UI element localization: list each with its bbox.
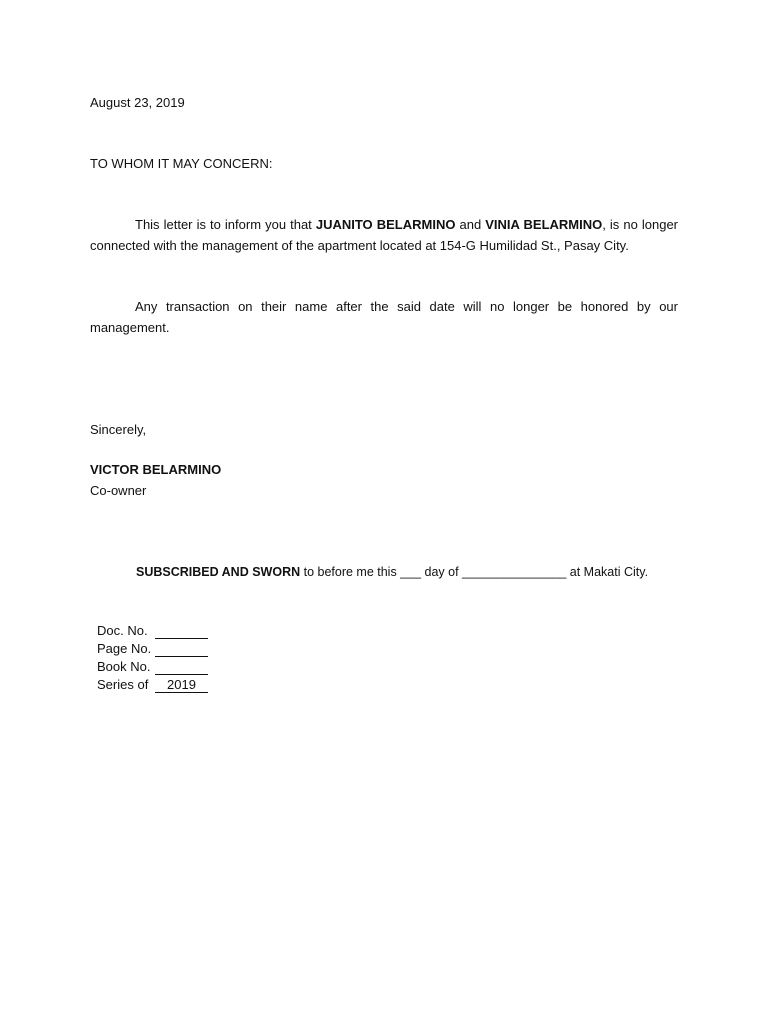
letter-date: August 23, 2019 xyxy=(90,95,185,110)
record-row-series xyxy=(97,675,208,693)
person-name-juanito: JUANITO BELARMINO xyxy=(315,217,456,232)
record-label: Book No. xyxy=(97,659,151,674)
notarial-records xyxy=(97,621,208,693)
record-blank xyxy=(155,659,208,675)
record-label: Series of xyxy=(97,677,149,692)
record-row-doc xyxy=(97,621,208,639)
para1-text-1: This letter is to inform you that xyxy=(135,217,316,232)
record-blank xyxy=(155,641,208,657)
body-paragraph-1 xyxy=(90,215,678,256)
signer-name: VICTOR BELARMINO xyxy=(90,462,222,477)
salutation: TO WHOM IT MAY CONCERN: xyxy=(90,156,273,171)
record-row-book xyxy=(97,657,208,675)
record-blank: 2019 xyxy=(155,677,208,693)
para1-text-3: , is no longer connected with the management of the apartment located at 154-G Humilidad St., Pasay City. xyxy=(90,217,678,253)
jurat-bold: SUBSCRIBED AND SWORN xyxy=(136,565,301,579)
jurat-text: to before me this ___ day of _______________ at Makati City. xyxy=(300,565,649,579)
record-blank xyxy=(155,623,208,639)
jurat-statement xyxy=(136,564,648,580)
record-label: Page No. xyxy=(97,641,152,656)
para1-text-2: and xyxy=(455,217,486,232)
signer-title: Co-owner xyxy=(90,483,147,498)
body-paragraph-2: Any transaction on their name after the said date will no longer be honored by our management. xyxy=(90,299,678,335)
person-name-vinia: VINIA BELARMINO xyxy=(485,217,603,232)
record-row-page xyxy=(97,639,208,657)
record-label: Doc. No. xyxy=(97,623,148,638)
closing: Sincerely, xyxy=(90,422,147,437)
